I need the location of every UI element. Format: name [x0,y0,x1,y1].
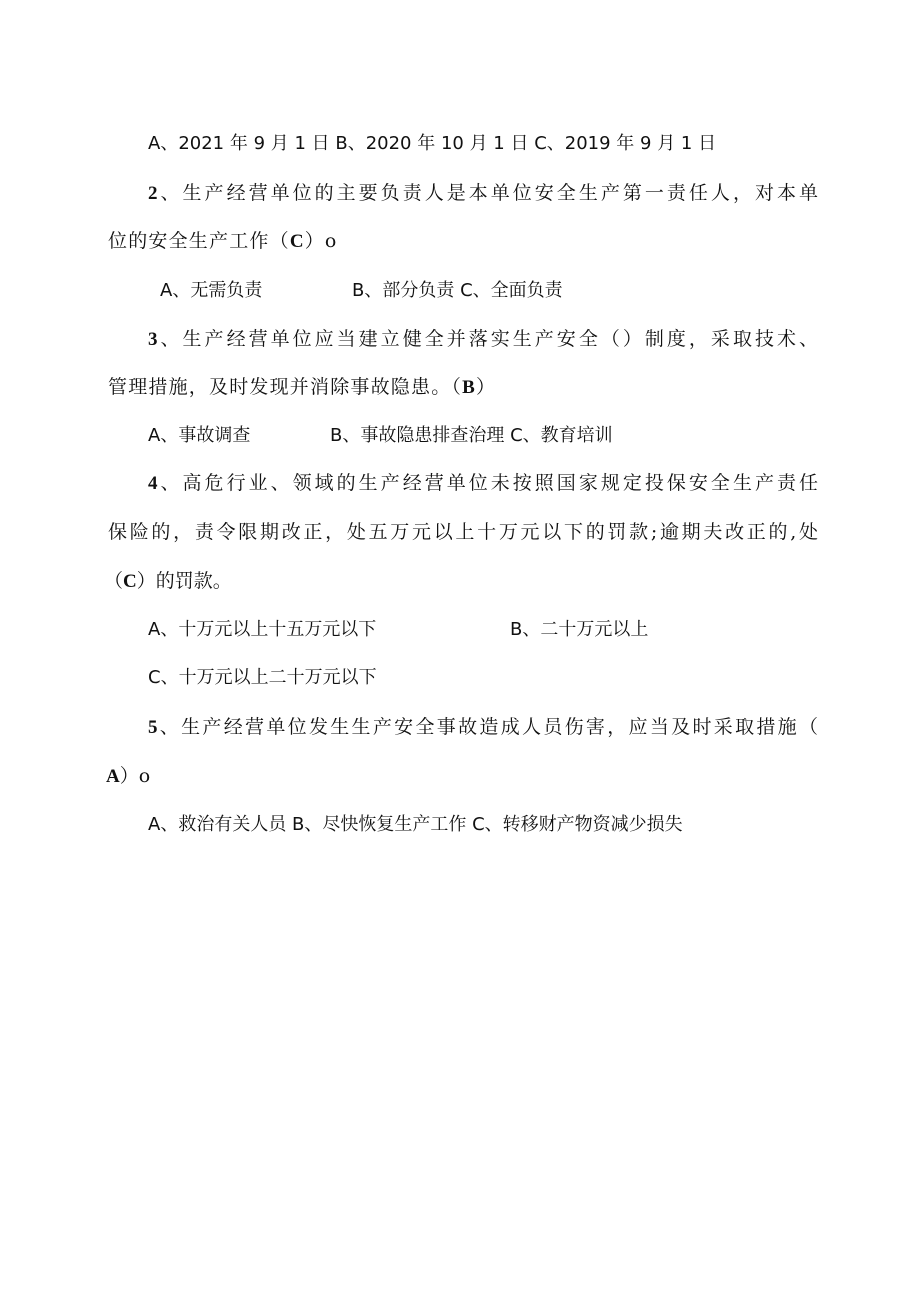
q4-line-2: 保险的，责令限期改正，处五万元以上十万元以下的罚款;逾期夫改正的,处 [108,521,818,543]
q3-stem-1: 、生产经营单位应当建立健全并落实生产安全（）制度，采取技术、 [157,328,818,350]
q3-options-bc: B、事故隐患排查治理 C、教育培训 [330,425,613,446]
q3-option-a: A、事故调查 [148,425,251,446]
q5-answer: A [106,766,120,787]
q1-options: A、2021 年 9 月 1 日 B、2020 年 10 月 1 日 C、2019 年 9 月 1 日 [148,133,717,154]
q2-stem-1: 、生产经营单位的主要负责人是本单位安全生产第一责任人，对本单 [157,182,818,204]
q5-stem-2-end: ）o [119,765,151,787]
q4-stem-1: 、高危行业、领域的生产经营单位未按照国家规定投保安全生产责任 [157,472,818,494]
q2-options-bc: B、部分负责 C、全面负责 [352,280,563,301]
q5-line-1 [148,715,818,740]
q5-stem-1: 、生产经营单位发生生产安全事故造成人员伤害，应当及时采取措施（ [157,716,818,738]
q2-stem-2: 位的安全生产工作（ [108,230,290,252]
q4-line-3 [104,569,232,594]
q3-answer: B [462,377,476,398]
q5-options: A、救治有关人员 B、尽快恢复生产工作 C、转移财产物资减少损失 [148,814,683,835]
q4-option-b: B、二十万元以上 [510,619,649,640]
q3-stem-2: 管理措施，及时发现并消除事故隐患。（ [108,376,463,398]
q4-number: 4 [148,473,158,494]
q2-line-2 [108,229,338,254]
q2-stem-2-end: ）o [304,230,338,252]
q4-line-1 [148,471,818,496]
q2-answer: C [289,231,305,252]
q5-number: 5 [148,717,158,738]
q2-number: 2 [148,183,158,204]
q5-line-2 [106,764,150,789]
q3-line-2 [108,375,496,400]
q4-option-c: C、十万元以上二十万元以下 [148,667,377,688]
q4-answer: C [123,571,137,592]
q2-option-a: A、无需负责 [160,280,263,301]
q4-stem-3: （ [104,570,124,592]
q3-number: 3 [148,329,158,350]
q4-stem-3-end: ）的罚款。 [136,570,232,592]
q2-line-1 [148,181,818,206]
q3-stem-2-end: ） [475,376,497,398]
q4-option-a: A、十万元以上十五万元以下 [148,619,377,640]
q3-line-1 [148,327,818,352]
